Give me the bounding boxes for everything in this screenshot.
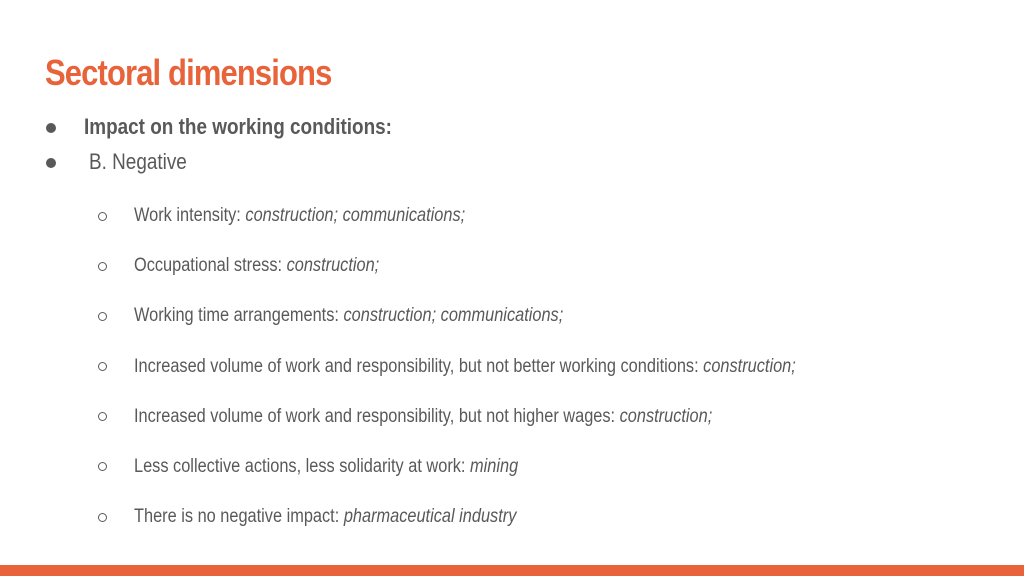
sub-bullet-item bbox=[98, 451, 904, 483]
sub-bullet-text bbox=[134, 501, 516, 533]
sector-list: mining bbox=[470, 455, 519, 477]
bullet-dot-icon bbox=[46, 123, 56, 133]
sub-bullet-item bbox=[98, 501, 904, 533]
bullet-text: Impact on the working conditions: bbox=[84, 114, 392, 139]
sub-bullet-item bbox=[98, 351, 904, 383]
hollow-circle-icon bbox=[98, 262, 107, 271]
sub-bullet-text bbox=[134, 451, 518, 483]
condition-label: Work intensity: bbox=[134, 205, 246, 226]
sub-bullet-text bbox=[134, 401, 712, 433]
bullet-item bbox=[46, 147, 203, 177]
sub-bullet-text bbox=[134, 250, 379, 282]
sub-bullet-item bbox=[98, 300, 904, 332]
hollow-circle-icon bbox=[98, 412, 107, 421]
condition-label: Working time arrangements: bbox=[134, 305, 344, 327]
hollow-circle-icon bbox=[98, 362, 107, 371]
sub-bullet-item bbox=[98, 401, 904, 433]
accent-bottom-bar bbox=[0, 565, 1024, 576]
sector-list: construction; communications; bbox=[245, 205, 466, 226]
sub-bullet-text bbox=[134, 351, 796, 383]
sector-list: pharmaceutical industry bbox=[343, 506, 517, 528]
condition-label: Increased volume of work and responsibility, but not better working conditions: bbox=[134, 355, 704, 377]
sector-list: construction; bbox=[286, 255, 380, 277]
sub-bullet-text bbox=[134, 200, 465, 232]
bullet-item bbox=[46, 112, 442, 142]
sub-bullet-item bbox=[98, 200, 904, 232]
condition-label: Less collective actions, less solidarity at work: bbox=[134, 455, 471, 477]
sub-bullet-item bbox=[98, 250, 904, 282]
condition-label: Occupational stress: bbox=[134, 255, 287, 277]
bullet-dot-icon bbox=[46, 158, 56, 168]
hollow-circle-icon bbox=[98, 462, 107, 471]
hollow-circle-icon bbox=[98, 212, 107, 221]
condition-label: Increased volume of work and responsibility, but not higher wages: bbox=[134, 405, 620, 427]
sector-list: construction; communications; bbox=[343, 305, 564, 327]
bullet-text: B. Negative bbox=[89, 149, 187, 174]
condition-label: There is no negative impact: bbox=[134, 506, 344, 528]
sub-bullet-text bbox=[134, 300, 563, 332]
hollow-circle-icon bbox=[98, 513, 107, 522]
sector-list: construction; bbox=[703, 355, 796, 377]
hollow-circle-icon bbox=[98, 312, 107, 321]
sub-bullet-list bbox=[98, 200, 904, 551]
slide-title: Sectoral dimensions bbox=[45, 52, 332, 93]
sector-list: construction; bbox=[619, 405, 713, 427]
